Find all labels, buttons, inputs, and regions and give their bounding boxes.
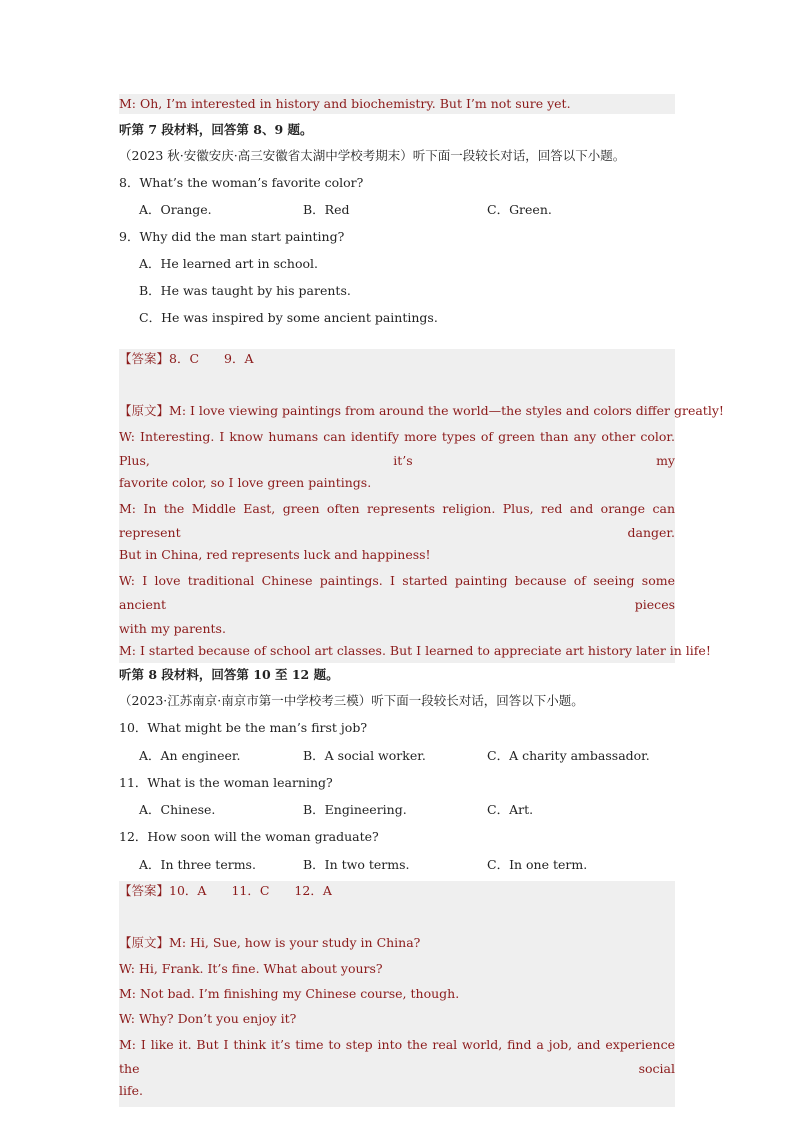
transcript-line: M: I love viewing paintings from around the world—the styles and colors differ greatly!	[169, 403, 724, 418]
answer-value: 8．C 9．A	[169, 351, 254, 366]
transcript-line: M: Hi, Sue, how is your study in China?	[169, 935, 421, 950]
transcript-line: favorite color, so I love green paintings.	[119, 475, 372, 490]
question-9: 9．Why did the man start painting?	[119, 229, 345, 244]
question-8-options	[119, 200, 675, 220]
answer-value: 10．A 11．C 12．A	[169, 883, 332, 898]
option-c: C．Art.	[487, 802, 534, 817]
transcript-line: life.	[119, 1083, 143, 1098]
document-page	[119, 0, 724, 1107]
transcript-line: But in China, red represents luck and happiness!	[119, 547, 431, 562]
transcript-label: 【原文】	[119, 403, 170, 418]
section-8-title: 听第 8 段材料，回答第 10 至 12 题。	[119, 667, 339, 682]
transcript-line: with my parents.	[119, 621, 226, 636]
option-b: B．A social worker.	[303, 748, 426, 763]
option-b: B．He was taught by his parents.	[139, 283, 351, 298]
question-8: 8．What’s the woman’s favorite color?	[119, 175, 364, 190]
option-a: A．He learned art in school.	[139, 256, 318, 271]
section-7-source: （2023 秋·安徽安庆·高三安徽省太湖中学校考期末）听下面一段较长对话，回答以下小题。	[119, 148, 626, 163]
question-11: 11．What is the woman learning?	[119, 775, 333, 790]
option-c: C．In one term.	[487, 857, 588, 872]
section-7-title: 听第 7 段材料，回答第 8、9 题。	[119, 122, 313, 137]
transcript-line: M: I like it. But I think it’s time to step into the real world, find a job, and experience the social	[119, 1037, 675, 1076]
transcript-line: W: Why? Don’t you enjoy it?	[119, 1011, 297, 1026]
question-11-options	[119, 800, 675, 820]
transcript-label: 【原文】	[119, 935, 170, 950]
transcript-line: M: In the Middle East, green often represents religion. Plus, red and orange can represent danger.	[119, 501, 675, 540]
option-a: A．Chinese.	[139, 802, 216, 817]
option-b: B．In two terms.	[303, 857, 410, 872]
prev-transcript-line: M: Oh, I’m interested in history and biochemistry. But I’m not sure yet.	[119, 94, 675, 114]
section-8-source: （2023·江苏南京·南京市第一中学校考三模）听下面一段较长对话，回答以下小题。	[119, 693, 584, 708]
transcript-block-8	[119, 931, 675, 1107]
option-a: A．In three terms.	[139, 857, 256, 872]
answer-block-8	[119, 881, 675, 931]
question-12-options	[119, 855, 675, 875]
option-c: C．Green.	[487, 202, 552, 217]
transcript-block-7	[119, 399, 724, 663]
option-a: A．Orange.	[139, 202, 212, 217]
option-c: C．He was inspired by some ancient paintings.	[139, 310, 438, 325]
answer-label: 【答案】	[119, 351, 170, 366]
transcript-line: M: I started because of school art classes. But I learned to appreciate art history later in life!	[119, 643, 711, 658]
option-b: B．Red	[303, 202, 350, 217]
transcript-line: W: I love traditional Chinese paintings. I started painting because of seeing some ancient pieces	[119, 573, 675, 612]
transcript-line: W: Interesting. I know humans can identify more types of green than any other color. Plus, it’s my	[119, 429, 675, 468]
option-c: C．A charity ambassador.	[487, 748, 650, 763]
question-10: 10．What might be the man’s first job?	[119, 720, 368, 735]
option-b: B．Engineering.	[303, 802, 407, 817]
question-12: 12．How soon will the woman graduate?	[119, 829, 379, 844]
option-a: A．An engineer.	[139, 748, 241, 763]
answer-block-7	[119, 349, 675, 399]
question-10-options	[119, 746, 675, 766]
transcript-line: M: Not bad. I’m finishing my Chinese course, though.	[119, 986, 460, 1001]
transcript-line: W: Hi, Frank. It’s fine. What about yours?	[119, 961, 383, 976]
answer-label: 【答案】	[119, 883, 170, 898]
